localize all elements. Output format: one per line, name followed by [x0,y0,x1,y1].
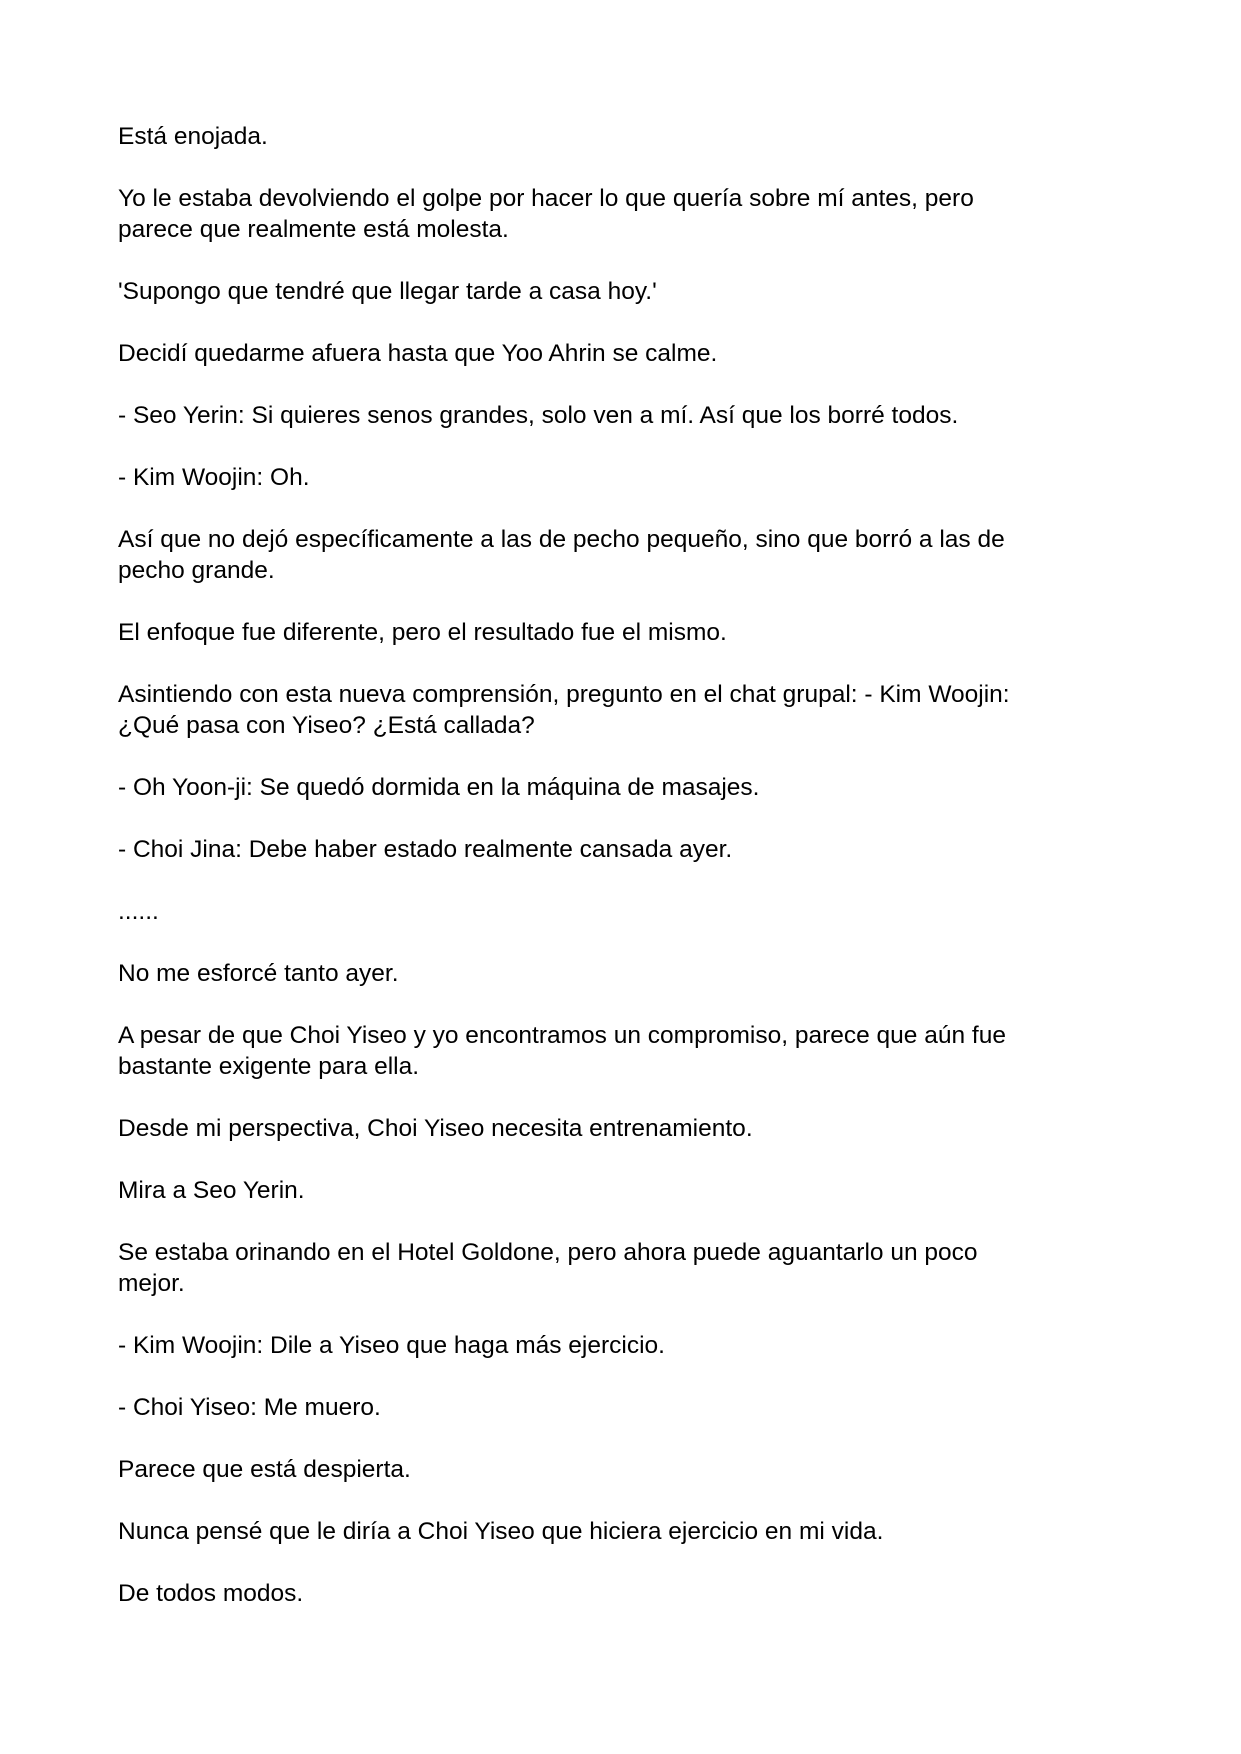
paragraph: Yo le estaba devolviendo el golpe por hacer lo que quería sobre mí antes, pero parece que realmente está molesta. [118,185,974,243]
paragraph: Decidí quedarme afuera hasta que Yoo Ahrin se calme. [118,340,718,367]
paragraph: - Choi Jina: Debe haber estado realmente cansada ayer. [118,836,733,863]
paragraph: 'Supongo que tendré que llegar tarde a casa hoy.' [118,278,657,305]
paragraph: - Kim Woojin: Oh. [118,464,310,491]
paragraph: Asintiendo con esta nueva comprensión, pregunto en el chat grupal: - Kim Woojin: ¿Qué pasa con Yiseo? ¿Está callada? [118,681,1010,739]
paragraph: De todos modos. [118,1580,304,1607]
paragraph: A pesar de que Choi Yiseo y yo encontramos un compromiso, parece que aún fue bastante exigente para ella. [118,1022,1006,1080]
paragraph: - Kim Woojin: Dile a Yiseo que haga más ejercicio. [118,1332,665,1359]
paragraph: - Choi Yiseo: Me muero. [118,1394,381,1421]
paragraph: Está enojada. [118,123,268,150]
paragraph: No me esforcé tanto ayer. [118,960,399,987]
paragraph: - Seo Yerin: Si quieres senos grandes, solo ven a mí. Así que los borré todos. [118,402,959,429]
paragraph: ...... [118,898,159,925]
paragraph: Desde mi perspectiva, Choi Yiseo necesita entrenamiento. [118,1115,753,1142]
paragraph: Así que no dejó específicamente a las de pecho pequeño, sino que borró a las de pecho grande. [118,526,1005,584]
paragraph: Mira a Seo Yerin. [118,1177,305,1204]
paragraph: Nunca pensé que le diría a Choi Yiseo que hiciera ejercicio en mi vida. [118,1518,884,1545]
paragraph: Parece que está despierta. [118,1456,411,1483]
document-body [118,121,1128,1640]
paragraph: El enfoque fue diferente, pero el resultado fue el mismo. [118,619,727,646]
paragraph: - Oh Yoon-ji: Se quedó dormida en la máquina de masajes. [118,774,760,801]
paragraph: Se estaba orinando en el Hotel Goldone, pero ahora puede aguantarlo un poco mejor. [118,1239,978,1297]
